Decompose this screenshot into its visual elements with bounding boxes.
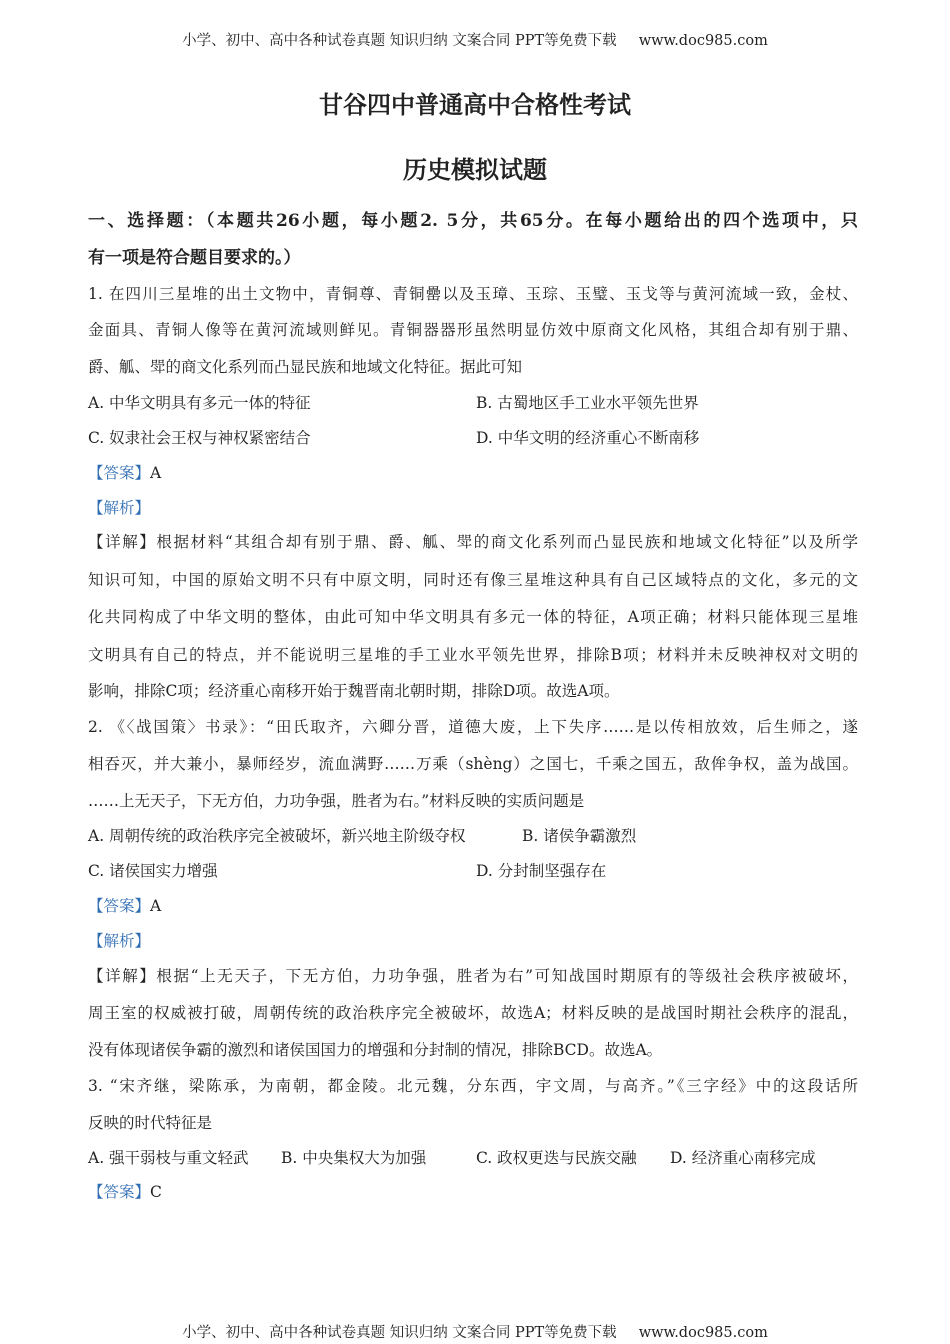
document-title: 甘谷四中普通高中合格性考试 xyxy=(319,90,631,119)
detail-line: 没有体现诸侯争霸的激烈和诸侯国国力的增强和分封制的情况，排除BCD。故选A。 xyxy=(88,1041,663,1059)
option-c: C. 奴隶社会王权与神权紧密结合 xyxy=(88,429,311,447)
detail-line: 化共同构成了中华文明的整体，由此可知中华文明具有多元一体的特征，A项正确；材料只能体现三星堆 xyxy=(88,608,858,626)
detail-line: 文明具有自己的特点，并不能说明三星堆的手工业水平领先世界，排除B项；材料并未反映神权对文明的 xyxy=(88,646,858,664)
header-site-link[interactable]: www.doc985.com xyxy=(638,33,768,49)
page-footer xyxy=(0,1323,950,1343)
option-c: C. 政权更迭与民族交融 xyxy=(476,1149,637,1167)
question-2-stem: 2. 《〈战国策〉书录》：“田氏取齐，六卿分晋，道德大废，上下失序……是以传相放效，后生师之，遂 xyxy=(88,718,858,736)
answer-line xyxy=(88,895,858,917)
detail-label: 【详解】 xyxy=(88,533,157,551)
question-3-stem: 反映的时代特征是 xyxy=(88,1114,213,1132)
answer-value: A xyxy=(150,464,162,482)
answer-line xyxy=(88,1181,858,1203)
question-1-stem: 爵、觚、斝的商文化系列而凸显民族和地域文化特征。据此可知 xyxy=(88,358,523,376)
header-text: 小学、初中、高中各种试卷真题 知识归纳 文案合同 PPT等免费下载 xyxy=(182,33,617,49)
section-heading-cont: 有一项是符合题目要求的。） xyxy=(88,248,301,268)
detail-text: 根据材料“其组合却有别于鼎、爵、觚、斝的商文化系列而凸显民族和地域文化特征”以及所学 xyxy=(156,533,858,551)
option-c: C. 诸侯国实力增强 xyxy=(88,862,218,880)
answer-label: 【答案】 xyxy=(88,1183,151,1201)
detail-line xyxy=(88,531,858,553)
analysis-label: 【解析】 xyxy=(88,932,151,950)
question-2-stem: 相吞灭，并大兼小，暴师经岁，流血满野……万乘（shèng）之国七，千乘之国五，敌侔争权，盖为战国。 xyxy=(88,755,858,773)
option-a: A. 强干弱枝与重文轻武 xyxy=(88,1149,249,1167)
detail-line: 影响，排除C项；经济重心南移开始于魏晋南北朝时期，排除D项。故选A项。 xyxy=(88,682,620,700)
option-b: B. 诸侯争霸激烈 xyxy=(522,827,637,845)
option-d: D. 中华文明的经济重心不断南移 xyxy=(476,429,700,447)
option-d: D. 经济重心南移完成 xyxy=(670,1149,816,1167)
answer-line xyxy=(88,462,858,484)
answer-value: A xyxy=(150,897,162,915)
option-b: B. 古蜀地区手工业水平领先世界 xyxy=(476,394,699,412)
analysis-label: 【解析】 xyxy=(88,499,151,517)
question-2-stem: ……上无天子，下无方伯，力功争强，胜者为右。”材料反映的实质问题是 xyxy=(88,792,585,810)
detail-line: 周王室的权威被打破，周朝传统的政治秩序完全被破坏，故选A；材料反映的是战国时期社会秩序的混乱， xyxy=(88,1004,858,1022)
page-header xyxy=(0,31,950,51)
answer-label: 【答案】 xyxy=(88,897,151,915)
question-3-stem: 3. “宋齐继，梁陈承，为南朝，都金陵。北元魏，分东西，宇文周，与高齐。”《三字经》中的这段话所 xyxy=(88,1077,858,1095)
detail-line xyxy=(88,965,858,987)
detail-line: 知识可知，中国的原始文明不只有中原文明，同时还有像三星堆这种具有自己区域特点的文化，多元的文 xyxy=(88,571,858,589)
detail-text: 根据“上无天子，下无方伯，力功争强，胜者为右”可知战国时期原有的等级社会秩序被破坏， xyxy=(156,967,858,985)
footer-site-link[interactable]: www.doc985.com xyxy=(638,1325,768,1341)
option-a: A. 周朝传统的政治秩序完全被破坏，新兴地主阶级夺权 xyxy=(88,827,466,845)
section-heading: 一、选择题：（本题共26小题，每小题2. 5分，共65分。在每小题给出的四个选项中，只 xyxy=(88,211,858,231)
answer-label: 【答案】 xyxy=(88,464,151,482)
question-1-stem: 1. 在四川三星堆的出土文物中，青铜尊、青铜罍以及玉璋、玉琮、玉璧、玉戈等与黄河流域一致，金杖、 xyxy=(88,285,858,303)
document-subtitle: 历史模拟试题 xyxy=(403,155,547,184)
option-a: A. 中华文明具有多元一体的特征 xyxy=(88,394,311,412)
option-d: D. 分封制坚强存在 xyxy=(476,862,607,880)
question-1-stem: 金面具、青铜人像等在黄河流域则鲜见。青铜器器形虽然明显仿效中原商文化风格，其组合却有别于鼎、 xyxy=(88,321,858,339)
detail-label: 【详解】 xyxy=(88,967,157,985)
answer-value: C xyxy=(150,1183,162,1201)
footer-text: 小学、初中、高中各种试卷真题 知识归纳 文案合同 PPT等免费下载 xyxy=(182,1325,617,1341)
option-b: B. 中央集权大为加强 xyxy=(281,1149,427,1167)
